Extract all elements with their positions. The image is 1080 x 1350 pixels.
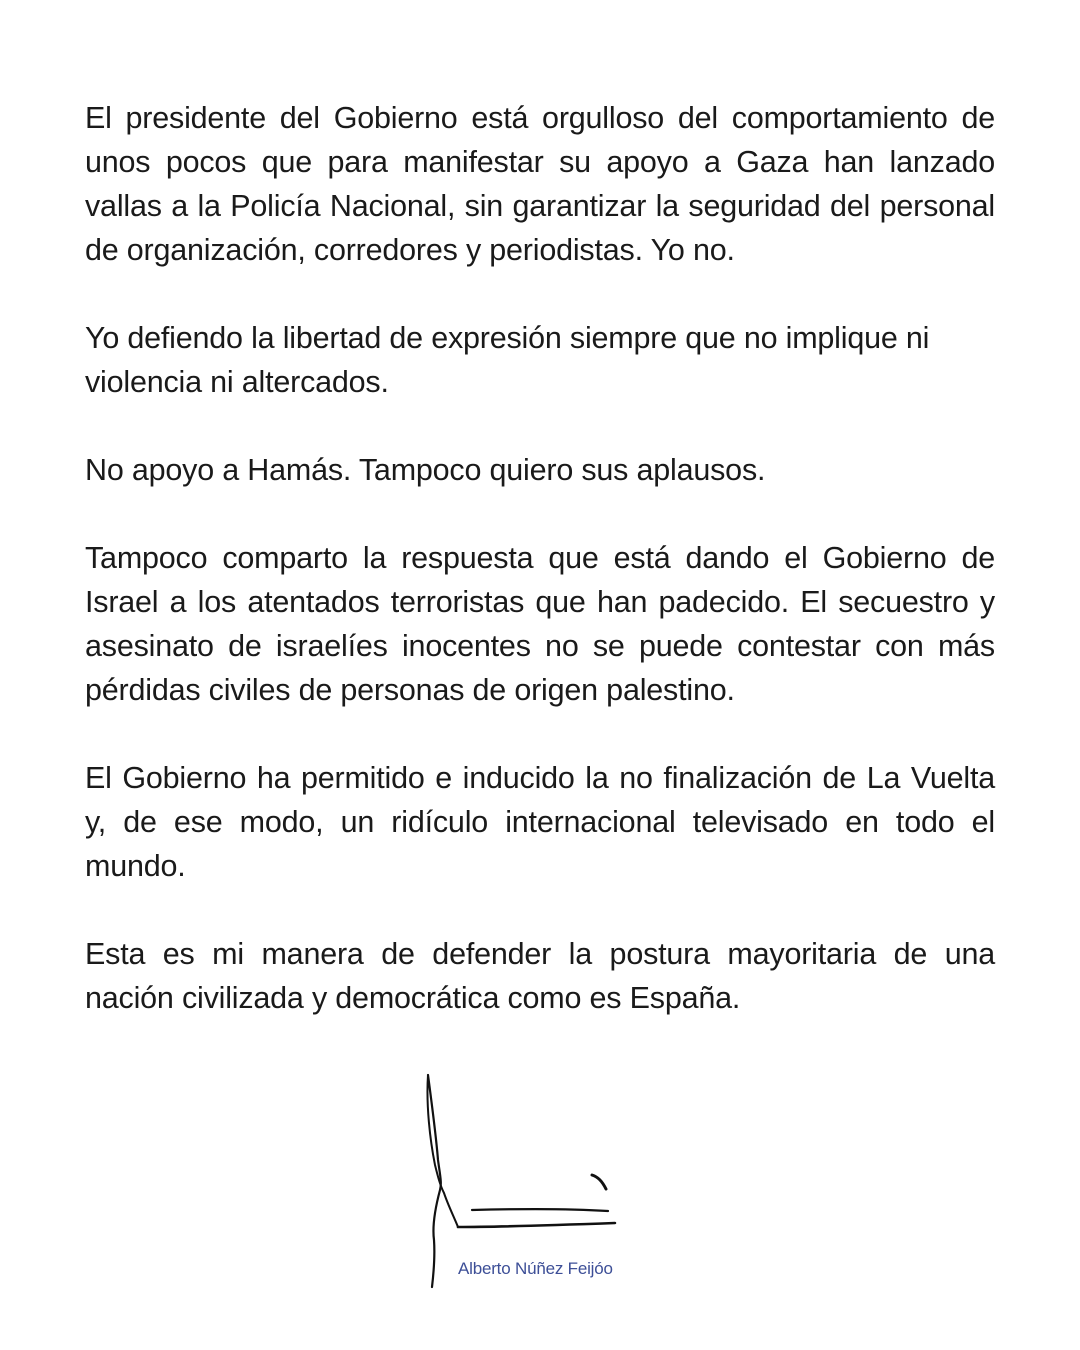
paragraph-2: Yo defiendo la libertad de expresión siempre que no implique ni violencia ni altercados. xyxy=(85,321,930,399)
signature-name: Alberto Núñez Feijóo xyxy=(458,1259,613,1278)
paragraph-3: No apoyo a Hamás. Tampoco quiero sus aplausos. xyxy=(85,453,766,487)
letter-body xyxy=(85,96,995,1064)
paragraph-1: El presidente del Gobierno está orgulloso del comportamiento de unos pocos que para manifestar su apoyo a Gaza han lanzado vallas a la Policía Nacional, sin garantizar la seguridad del personal de organización, corredores y periodistas. Yo no. xyxy=(85,101,995,267)
paragraph-5: El Gobierno ha permitido e inducido la no finalización de La Vuelta y, de ese modo, un ridículo internacional televisado en todo el mundo. xyxy=(85,761,995,883)
paragraph-6: Esta es mi manera de defender la postura mayoritaria de una nación civilizada y democrática como es España. xyxy=(85,937,995,1015)
paragraph-4: Tampoco comparto la respuesta que está dando el Gobierno de Israel a los atentados terroristas que han padecido. El secuestro y asesinato de israelíes inocentes no se puede contestar con más pérdidas civiles de personas de origen palestino. xyxy=(85,541,995,707)
signature-block xyxy=(410,1065,650,1295)
